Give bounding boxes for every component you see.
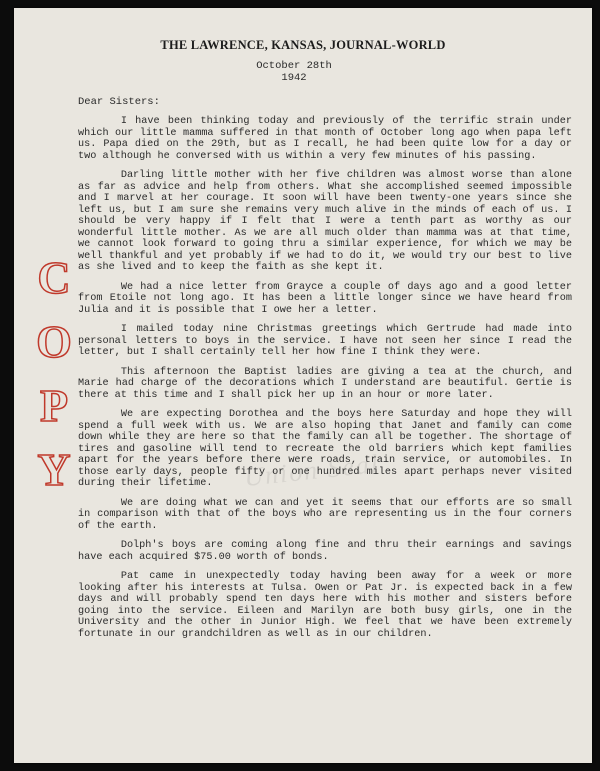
paragraph: This afternoon the Baptist ladies are giving a tea at the church, and Marie had charge of the decorations which I understand are beautiful. Gertie is there at this time and I shall pick her up in an hour or more later. xyxy=(78,366,572,401)
stamp-letter: O xyxy=(36,316,72,367)
watermark: Union Seal xyxy=(242,448,382,493)
stamp-letter: P xyxy=(39,380,69,431)
copy-stamp xyxy=(34,246,74,502)
date-year: 1942 xyxy=(281,72,307,84)
paragraph: I have been thinking today and previously of the terrific strain under which our little mamma suffered in that month of October long ago when papa left us. Papa died on the 29th, but as I recall, he had been quite low for a day or two although he conversed with us within a very few minutes of his passing. xyxy=(78,116,572,162)
stamp-letter: Y xyxy=(37,444,71,495)
letter-body xyxy=(78,116,572,648)
salutation: Dear Sisters: xyxy=(78,96,160,108)
paragraph: Pat came in unexpectedly today having been away for a week or more looking after his interests at Tulsa. Owen or Pat Jr. is expected back in a few days and will probably spend ten days here with his mother and sisters before going into the service. Eileen and Marilyn are both busy girls, one in the University and the other in Junior High. We feel that we have been extremely fortunate in our grandchildren as well as in our children. xyxy=(78,571,572,640)
paragraph: I mailed today nine Christmas greetings which Gertrude had made into personal letters to boys in the service. I have not seen her since I read the letter, but I shall certainly tell her how fine I think they were. xyxy=(78,324,572,358)
paragraph: Dolph's boys are coming along fine and thru their earnings and savings have each acquired $75.00 worth of bonds. xyxy=(78,540,572,563)
paragraph: Darling little mother with her five children was almost worse than alone as far as advice and help from others. What she accomplished seemed impossible and I marvel at her courage. It soon will have been twenty-one years since she left us, but I am sure she remains very much alive in the minds of each of us. I should be very happy if I felt that I were a tenth part as worthy as our wonderful little mother. As we are all much older than mamma was at that time, we cannot look forward to going thru a similar experience, for which we may be well thankful and yet probably if we had to do it, we would try our best to live as she lived and to keep the faith as she kept it. xyxy=(78,170,572,273)
letter-page xyxy=(14,8,592,763)
stamp-letter: C xyxy=(37,252,71,303)
date-line: October 28th xyxy=(256,60,332,72)
paragraph: We are doing what we can and yet it seems that our efforts are so small in comparison with that of the boys who are representing us in the four corners of the earth. xyxy=(78,497,572,532)
paragraph: We had a nice letter from Grayce a couple of days ago and a good letter from Etoile not long ago. It has been a little longer since we have heard from Julia and it is possible that I owe her a letter. xyxy=(78,281,572,316)
letterhead: THE LAWRENCE, KANSAS, JOURNAL-WORLD xyxy=(160,38,446,52)
paragraph: We are expecting Dorothea and the boys here Saturday and hope they will spend a full week with us. We are also hoping that Janet and family can come down while they are here so that the family can all be together. The shortage of tires and gasoline will tend to recreate the old barriers which kept families apart for the years before there were roads, train service, or automobiles. In those early days, people fifty or one hundred miles apart perhaps never visited during their lifetime. xyxy=(78,409,572,489)
